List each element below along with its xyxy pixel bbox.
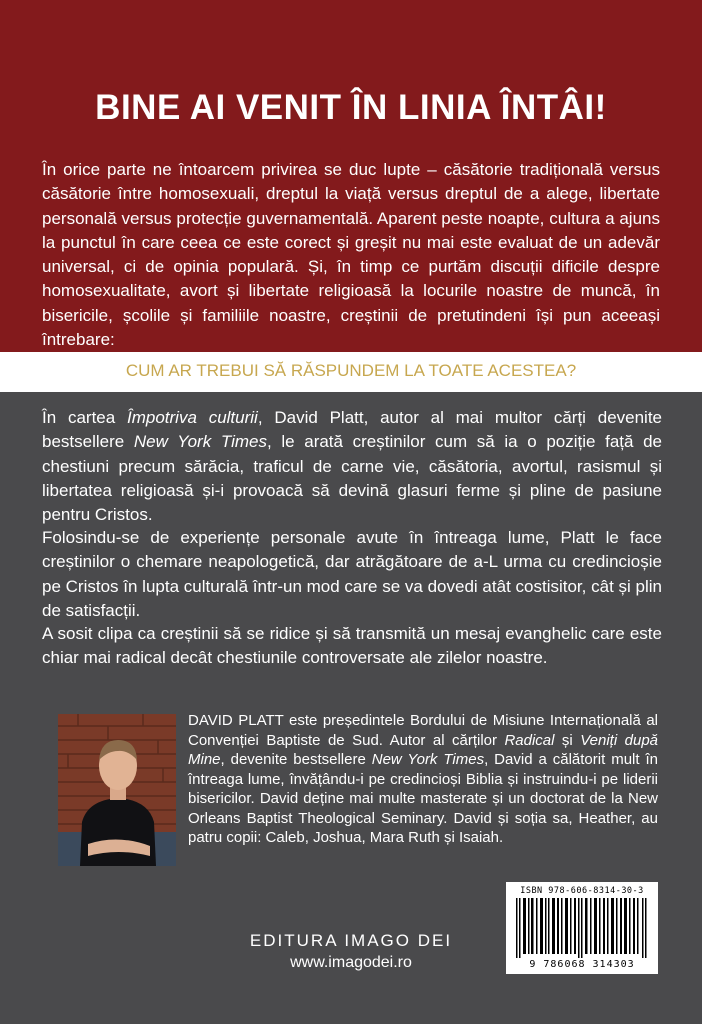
publisher-website: www.imagodei.ro — [290, 954, 412, 971]
question-text: CUM AR TREBUI SĂ RĂSPUNDEM LA TOATE ACESTEA? — [125, 361, 577, 380]
author-bio: DAVID PLATT este președintele Bordului de Misiune Internațională al Convenției Baptiste de Sud. Autor al cărților Radical și Veniți după Mine, devenite bestsellere New York Times, David a călătorit mult în întreaga lume, învățându-i pe credincioși Biblia și instruindu-i pe liderii bisericilor. David deține mai multe masterate și un doctorat de la New Orleans Baptist Theological Seminary. David și soția sa, Heather, au patru copii: Caleb, Joshua, Mara Ruth și Isaiah. — [188, 712, 658, 846]
cover-title: BINE AI VENIT ÎN LINIA ÎNTÂI! — [95, 88, 607, 127]
description-paragraph-1: În cartea Împotriva culturii, David Platt, autor al mai multor cărți devenite bestsellere New York Times, le arată creștinilor cum să ia o poziție față de chestiuni precum sărăcia, traficul de carne vie, căsătoria, avortul, rasismul și libertatea religioasă și-i provoacă să devină glasuri ferme și pline de pasiune pentru Cristos. — [42, 408, 663, 525]
nyt-title-bio: New York Times — [371, 751, 485, 768]
publisher-name: EDITURA IMAGO DEI — [249, 931, 453, 950]
book-venitidupamine: Veniți după Mine — [188, 731, 658, 768]
book-title: Împotriva culturii — [127, 408, 258, 427]
description-paragraph-3: A sosit clipa ca creștinii să se ridice și să transmită un mesaj evanghelic care este chiar mai radical decât chestiunile controversate ale zilelor noastre. — [42, 624, 662, 668]
description-paragraph-2: Folosindu-se de experiențe personale avute în întreaga lume, Platt le face creștinilor o chemare neapologetică, dar atrăgătoare de a-L urma cu credincioșie pe Cristos în lupta culturală într-un mod care se va dovedi atât costisitor, cât și plin de satisfacții. — [42, 528, 662, 620]
author-photo-illustration — [58, 714, 176, 866]
author-photo — [58, 714, 176, 866]
intro-paragraph: În orice parte ne întoarcem privirea se duc lupte – căsătorie tradițională versus căsătorie între homosexuali, dreptul la viață versus dreptul de a alege, libertate personală versus protecție guvernamentală. Aparent peste noapte, cultura a ajuns la punctul în care ceea ce este corect și greșit nu mai este evaluat de un adevăr universal, ci de opinia populară. Și, în timp ce purtăm discuții dificile despre homosexualitate, avort și libertate religioasă la locurile noastre de muncă, în bisericile, școlile și familiile noastre, creștinii de pretutindeni își pun aceeași întrebare: — [42, 160, 660, 350]
nyt-title: New York Times — [133, 432, 267, 452]
isbn-label: ISBN 978-606-8314-30-3 — [520, 886, 644, 896]
barcode-number: 9 786068 314303 — [529, 959, 635, 970]
book-radical: Radical — [504, 731, 555, 749]
